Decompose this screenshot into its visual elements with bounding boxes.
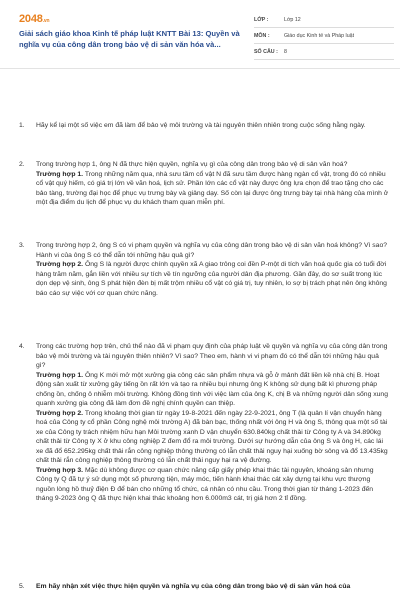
- question-2: [19, 160, 389, 208]
- question-text: Trong trường hợp 2, ông S có vi phạm quyền và nghĩa vụ của công dân trong bảo vệ di sản văn hoá không? Vì sao? Hành vi của ông S có thể dẫn tới những hậu quả gì?: [36, 242, 388, 259]
- case-paragraph: [36, 371, 389, 409]
- question-number: 3.: [19, 242, 25, 249]
- question-5: [19, 582, 389, 592]
- question-text: Em hãy nhận xét việc thực hiện quyền và nghĩa vụ của công dân trong bảo vệ di sản văn hoá của: [36, 583, 351, 590]
- question-text: Trong các trường hợp trên, chủ thể nào đã vi phạm quy định của pháp luật về quyền và nghĩa vụ của công dân trong bảo vệ môi trường và tài nguyên thiên nhiên? Vì sao? Theo em, hành vi vi phạm đó có thể dẫn tới những hậu quả gì?: [36, 343, 388, 369]
- case-paragraph: [36, 170, 389, 208]
- question-text: Hãy kể lại một số việc em đã làm để bảo vệ môi trường và tài nguyên thiên nhiên trong cuộc sống hằng ngày.: [36, 122, 366, 129]
- question-number: 5.: [19, 583, 25, 590]
- case-label: Trường hợp 3.: [36, 466, 84, 474]
- case-text: Ông K mới mở một xưởng gia công các sản phẩm nhựa và gỗ ở mảnh đất liền kề nhà chị B. Hoạt động sản xuất từ xưởng gây tiếng ồn rất lớn và tạo ra nhiều bụi nhưng ông K không sử dụng bất kì phương pháp chống ồn, chống ô nhiễm môi trường. Không đồng tình với việc làm của ông K, chị B và những người dân sống xung quanh xưởng gia công đã làm đơn đề nghị chính quyền can thiệp.: [36, 371, 388, 407]
- document-title: Giải sách giáo khoa Kinh tế pháp luật KNTT Bài 13: Quyền và nghĩa vụ của công dân trong bảo vệ di sản văn hóa và...: [19, 29, 240, 49]
- question-3: [19, 241, 389, 298]
- case-text: Trong khoảng thời gian từ ngày 19-8-2021 đến ngày 22-9-2021, ông T (là quản lí vận chuyển hàng hoá của Công ty cổ phần Công nghệ môi trường A) đã bàn bạc, thống nhất với ông H và ông S, thông qua một số tài xe của Công ty trách nhiệm hữu hạn Môi trường xanh D vận chuyển 630.840kg chất thải từ Công ty A và 34.890kg chất thải từ Công ty X ở khu công nghiệp Z đem đổ ra môi trường. Dưới sự hướng dẫn của ông S và ông H, các lái xe đã đổ 652.295kg chất thải rắn công nghiệp thông thường có lẫn chất thải nguy hại xuống bờ sông và đổ 13.435kg chất thải rắn công nghiệp thông thường có lẫn chất thải nguy hại ra vệ đường.: [36, 409, 388, 464]
- case-text: Trong những năm qua, nhà sưu tầm cổ vật N đã sưu tầm được hàng ngàn cổ vật, trong đó có nhiều cổ vật quý hiếm, có giá trị lớn về văn hoá, lịch sử. Phần lớn các cổ vật này được ông lựa chọn để trao tặng cho các bảo tàng, trường đại học để phục vụ trưng bày và giảng dạy. Số còn lại được ông trưng bày tại nhà hàng của mình ở một địa điểm du lịch để phục vụ du khách tham quan miễn phí.: [36, 170, 389, 206]
- case-label: Trường hợp 1.: [36, 170, 84, 178]
- page-header: [0, 0, 400, 69]
- case-label: Trường hợp 2.: [36, 409, 84, 417]
- case-paragraph: [36, 409, 389, 466]
- site-logo[interactable]: 2048.vn: [19, 13, 50, 25]
- meta-key: LỚP :: [254, 16, 269, 23]
- meta-row-subject: [254, 28, 394, 44]
- case-paragraph: [36, 260, 389, 298]
- meta-row-class: [254, 12, 394, 28]
- case-paragraph: [36, 466, 389, 504]
- meta-key: SỐ CÂU :: [254, 48, 278, 55]
- meta-value: Lớp 12: [284, 16, 301, 23]
- question-number: 2.: [19, 161, 25, 168]
- document-meta: [254, 12, 394, 60]
- case-label: Trường hợp 2.: [36, 261, 84, 268]
- question-number: 4.: [19, 343, 25, 350]
- meta-value: Giáo dục Kinh tế và Pháp luật: [284, 32, 355, 39]
- question-text: Trong trường hợp 1, ông N đã thực hiện quyền, nghĩa vụ gì của công dân trong bảo vệ di sản văn hoá?: [36, 161, 348, 168]
- question-1: [19, 121, 389, 131]
- meta-key: MÔN :: [254, 32, 270, 39]
- meta-value: 8: [284, 48, 287, 55]
- meta-row-count: [254, 44, 394, 60]
- question-4: [19, 342, 389, 504]
- question-number: 1.: [19, 122, 25, 129]
- case-text: Mặc dù không được cơ quan chức năng cấp giấy phép khai thác tài nguyên, khoáng sản nhưng Công ty Q đã tự ý sử dụng một số phương tiện, máy móc, tiến hành khai thác cát xây dựng tại khu vực thượng nguồn lòng hồ thuỷ điện Đ để bán cho những tổ chức, cá nhân có nhu cầu. Trong thời gian từ tháng 1-2023 đến tháng 9-2023 ông Q đã thực hiện khai thác khoảng hơn 6.000m3 cát, trị giá hơn 2 tỉ đồng.: [36, 466, 374, 502]
- case-label: Trường hợp 1.: [36, 371, 84, 379]
- case-text: Ông S là người được chính quyền xã A giao trông coi đền P-một di tích văn hoá quốc gia có tuổi đời hàng trăm năm, gắn liền với nhiều sự tích về tín ngưỡng của người dân địa phương. Gần đây, do sơ suất trong lúc dọn dẹp vệ sinh, ông S phát hiện đèn bị mất trộm nhiều cổ vật có giá trị, tuy nhiên, lo sợ bị trách phạt nên ông không báo cáo sự việc với cơ quan chức năng.: [36, 261, 387, 297]
